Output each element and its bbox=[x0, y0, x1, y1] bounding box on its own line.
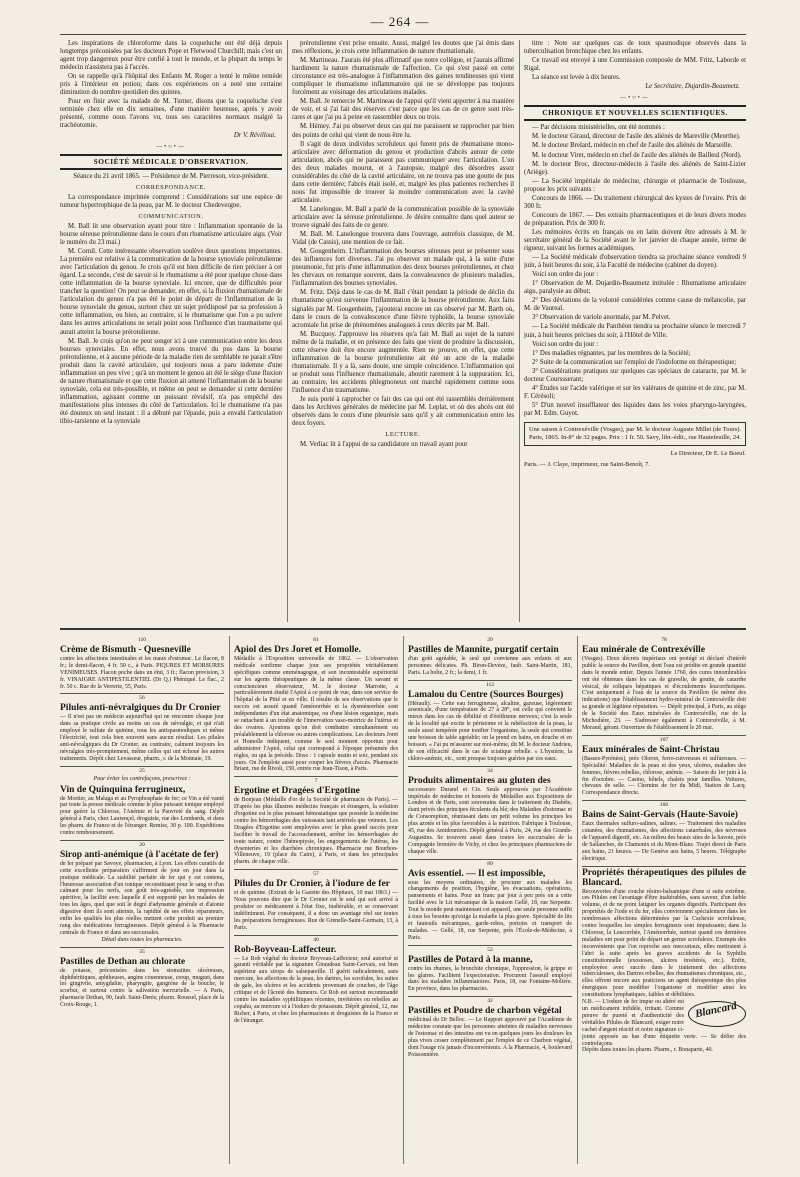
ad-text: sous les moyens ordinaires, de procurer aux malades les changements de position, l'hygiène, les évacuations, opérations, pansements et bains. Pour un franc par jour à peu près on a cette facilité avec le Lit mécanique de la maison Gellé, 18, rue Serpente. Tout le monde peut maintenant cet appareil, une seule personne suffit à tous les besoins qu'exige la maladie la plus grave. Spécialité de lits et fauteuils mécaniques, garde-robes, portoirs et transport de malades. — Gellé, 18, rue Serpente, près l'École-de-Médecine, à Paris. bbox=[408, 879, 572, 941]
ad-divider bbox=[408, 945, 572, 946]
column-divider bbox=[287, 40, 288, 622]
paragraph: Il s'agit de deux individus scrofuleux qui furent pris de rhumatisme mono-articulaire avec déformation du genou et production d'abcès autour de cette articulation, abcès qui ne paraissent pas communiquer avec l'articulation. L'un des deux malades mourut, et à l'autopsie, malgré des désordres assez considérables du côté de la cavité articulaire, on ne trouva pas une goutte de pus dans cette dernière; l'abcès était isolé, et, malgré les plus patientes recherches il nous fut impossible de trouver la moindre communication avec la cavité articulaire. bbox=[292, 140, 514, 204]
article-column-2 bbox=[292, 40, 514, 622]
ad-divider bbox=[408, 996, 572, 997]
paragraph: 5° D'un nouvel insufflateur des liquides dans les voies pharyngo-laryngées, par M. Edm. Guyot. bbox=[524, 401, 746, 417]
paragraph: On se rappelle qu'à l'hôpital des Enfants M. Roger a tenté le même remède pris à l'intérieur en potion; dans ces expériences on a noté une certaine diminution du nombre quotidien des quintes. bbox=[60, 73, 282, 97]
ad-title: Pastilles et Poudre de charbon végétal bbox=[408, 1006, 562, 1017]
printer-line: Paris. — J. Claye, imprimeur, rue Saint-Benoît, 7. bbox=[524, 460, 650, 468]
ad-divider bbox=[582, 800, 746, 801]
paragraph: — La Société impériale de médecine, chirurgie et pharmacie de Toulouse, propose les prix suivants : bbox=[524, 177, 746, 193]
subsection-title: LECTURE. bbox=[385, 431, 421, 439]
article-column-1 bbox=[60, 40, 282, 622]
ad-column-2 bbox=[234, 636, 398, 1164]
book-notice: Une saison à Contrexéville (Vosges), par M. le docteur Auguste Millet (de Tours). Paris, 1865. In-8° de 32 pages. Prix : 1 fr. 50. Savy, libr.-édit., rue Hautefeuille, 24. bbox=[524, 422, 746, 446]
paragraph: 1° Des maladies régnantes, par les membres de la Société; bbox=[532, 349, 691, 357]
ad-title: Eaux minérales de Saint-Christau bbox=[582, 744, 720, 755]
ad-title: Lamalou du Centre (Sources Bourges) bbox=[408, 689, 564, 700]
ad-title: Bains de Saint-Gervais (Haute-Savoie) bbox=[582, 810, 738, 821]
ad-title: Pastilles de Mannite, purgatif certain bbox=[408, 644, 559, 655]
ad-number: 35 bbox=[139, 948, 145, 955]
ad-title: Pastilles de Dethan au chlorate bbox=[60, 956, 186, 967]
section-title: SOCIÉTÉ MÉDICALE D'OBSERVATION. bbox=[60, 154, 282, 170]
author-signature: Dr V. Révillout. bbox=[233, 131, 276, 139]
ornament-divider: —•○•— bbox=[620, 95, 650, 102]
ad-text: (Basses-Pyrénées), près Oloron, ferro-cuivreuses et sulfureuses. — Spécialité: Maladies de la peau et des yeux, ulcères, maladies des femmes, fièvres rebelles, chlorose, anémie. — Saison du 1er juin à la fin d'octobre. — Casino, hôtels, chalets pour familles. Voitures, chevaux de selle. — Chemins de fer du Midi, Station de Lacq. Correspondance directe. bbox=[582, 755, 746, 797]
ad-divider bbox=[408, 859, 572, 860]
paragraph: Les mémoires écrits en français ou en latin doivent être adressés à M. le secrétaire général de la Société avant le 1er janvier de chaque année, terme de rigueur, suivant les formes académiques. bbox=[524, 228, 746, 253]
ad-number: 107 bbox=[659, 736, 669, 743]
ad-number: 52 bbox=[487, 946, 493, 953]
ad-text: Recouvertes d'une couche résino-balsamique d'une si suite extrême, ces Pilules ont l'avantage d'être inaltérables, sans saveur, d'un faible volume, et de ne point fatiguer les organes digestifs. Participant des propriétés de l'iode et du fer, elles conviennent spécialement dans les nombreuses affections déterminées par la Cachexie scrofuleuse, contre lesquelles les simples ferrugineux sont impuissants; dans la Chlorose, la Leucorrhée, l'Aménorrhée, surtout quand ces dernières maladies ont pour point de départ un germe scrofuleux. Exempts des inconvénients que l'on reproche aux mercuriaux, elles mettraient à l'abri la suite après les graves accidents de la Syphilis constitutionnelle (exostoses, ulcères invétérés, etc.). Enfin, employées avec succès dans le traitement des affections tuberculeuses, des Dartres rebelles, des rhumatismes chroniques, etc., elles offrent encore aux praticiens un agent thérapeutique des plus énergiques pour modifier l'organisme et modifier ainsi les constitutions lymphatiques, faibles et débilitées. bbox=[582, 888, 746, 999]
paragraph: M. le docteur Giraud, directeur de l'asile des aliénés de Mareville (Meurthe). bbox=[532, 133, 741, 141]
paragraph: prérotulienne s'est prise ensuite. Aussi, malgré les doutes que j'ai émis dans mes réflexions, je crois cette inflammation de nature rhumatismale. bbox=[292, 40, 514, 56]
ad-note: Détail dans toutes les pharmacies. bbox=[101, 936, 183, 943]
ad-text: de potasse, préconisées dans les stomatites ulcéreuses, diphthéritiques, aphtheuses, angine couenneuse, croup, muguet, dans les gingivite, amygdalite, pharyngite, gangrène de la bouche, le scorbut, et surtout contre la salivation mercurielle. — A Paris, pharmacie Dethan, 90, faub. Saint-Denis; pharm. Roussel, place de la Croix-Rouge, 1. bbox=[60, 967, 224, 1009]
advertisement-rule bbox=[60, 628, 746, 630]
paragraph: M. Lanelongue. M. Ball a parlé de la communication possible de la synoviale articulaire avec la séreuse prérotulienne. Je désire connaître dans quel auteur se trouve signalé des faits de ce genre. bbox=[292, 205, 514, 230]
paragraph: — La Société médicale du Panthéon tiendra sa prochaine séance le mercredi 7 juin, à huit heures précises du soir, à l'Hôtel de Ville. bbox=[524, 323, 746, 339]
paragraph: M. Martineau. J'aurais été plus affirmatif que notre collègue, et j'aurais affirmé hardiment la nature rhumatismale de l'affection. Ce qui s'est passé en cette circonstance est très-analogue à l'inflammation des gaines tendineuses qui vient compliquer le rhumatisme inflammatoire qui ne se développe pas toujours forcément au voisinage des articulations malades. bbox=[292, 57, 514, 97]
column-divider bbox=[403, 636, 404, 1164]
section-title: CHRONIQUE ET NOUVELLES SCIENTIFIQUES. bbox=[524, 105, 746, 121]
ad-number: 34 bbox=[487, 767, 493, 774]
paragraph: Les inspirations de chloroforme dans la coqueluche ont été déjà depuis longtemps préconisées par les docteurs Pope et Fletwood Churchill; mais c'est un agent trop dangereux pour être confié à tout le monde, et la plupart du temps le médecin n'assistera pas à l'accès. bbox=[60, 40, 282, 72]
ad-text: d'un goût agréable, le seul qui convienne aux enfants et aux personnes délicates. Ph. Biron-Devèze, faub. Saint-Martin, 181, Paris. La boîte, 2 fr.; la demi, 1 fr. bbox=[408, 655, 572, 676]
paragraph: Pour en finir avec la malade de M. Turner, disons que la coqueluche s'est terminée chez elle en dix semaines, d'une manière heureuse, après y avoir présenté, comme nous l'avons vu, tous ses caractères normaux malgré la trachéotomie. bbox=[60, 98, 282, 130]
paragraph: Voici son ordre du jour : bbox=[532, 271, 599, 279]
ad-divider bbox=[234, 869, 398, 870]
ad-number: 78 bbox=[661, 637, 667, 643]
column-divider bbox=[229, 636, 230, 1164]
ad-title: Produits alimentaires au gluten des bbox=[408, 775, 551, 786]
article-column-3 bbox=[524, 40, 746, 622]
column-divider bbox=[577, 636, 578, 1164]
stamp-signature: Blancard bbox=[694, 999, 738, 1021]
ad-text: successeurs Durand et Cie. Seuls approuvés par l'Académie impériale de médecine et honorés de Médailles aux Expositions de Londres et de Paris, sont souverains dans le traitement du Diabète, étant privés des principes féculents du blé; des Maladies d'estomac et de Consomption, réunissant dans un petit volume les principes les plus azotés et les plus favorables à la nutrition. Fabrique à Toulouse, 45, rue des Amidonniers. Dépôt général à Paris, 24, rue des Grands-Augustins. Se trouvent aussi dans toutes les succursales de la Compagnie fermière de Vichy, et chez les principaux pharmaciens de chaque ville. bbox=[408, 786, 572, 855]
subsection-title: CORRESPONDANCE. bbox=[135, 183, 207, 191]
ad-divider bbox=[582, 866, 746, 867]
ad-divider bbox=[60, 947, 224, 948]
ad-text: Médaille à l'Exposition universelle de 1862. — L'observation médicale confirme chaque jour ses propriétés véritablement spécifiques comme emménagogue, et son incontestable supériorité sur les agents thérapeutiques de la même classe. Un savant et consciencieux observateur, M. le docteur Marrotte, a particulièrement étudié l'Apiol à ce point de vue, dans son service de l'hôpital de la Pitié et en ville. Il résulte de ses observations que le succès est assuré quand l'aménorrhée et la dysménorrhée sont indépendantes d'un état anatomique, ou d'une lésion organique, mais se rattachent à un trouble de l'innervation vaso-motrice de l'utérus et des ovaires. Ajoutons qu'on doit combattre simultanément ou préalablement la chlorose ou autres complications. Les docteurs Joret et Homolle indiquent, comme le seul moment opportun pour administrer l'Apiol, celui qui correspond à l'époque présumée des règles, ou qui la précède. Dose : 1 capsule matin et soir, pendant six jours. On l'emploie aussi pour couper les fièvres d'accès. Pharmacie Briant, rue de Rivoli, 150, entrée rue Jean-Tison, à Paris. bbox=[234, 655, 398, 773]
paragraph: M. Ball. Je crois qu'on ne peut songer ici à une communication entre les deux bourses synoviales. En effet, nous avons trouvé du pus dans la bourse prérotulienne, et à aucune période de la maladie rien de semblable ne parait s'être produit dans la cavité articulaire, qui toujours nous a paru indemne d'une inflammation un peu vive ; qu'à un moment le genou ait été le siège d'une fluxion de nature rhumatismale et que cette fluxion ait amené l'inflammation de la bourse synoviale, cela est très-possible, et même on peut se demander si cette dernière inflammation, agissant comme un puissant révulsif, n'a pas empêché des manifestations plus intenses du côté de l'articulation. Ici le rhumatisme n'a pas été douteux un seul instant : il a débuté par l'épaule, puis a envahi l'articulation tibio-tarsienne et la synoviale bbox=[60, 337, 282, 426]
ad-number: 20 bbox=[139, 841, 145, 848]
ad-title: Crème de Bismuth - Quesneville bbox=[60, 644, 191, 655]
paragraph: Concours de 1866. — Du traitement chirurgical des kystes de l'ovaire. Prix de 300 fr. bbox=[524, 194, 746, 210]
ad-number: 106 bbox=[659, 802, 669, 809]
ad-number: 81 bbox=[313, 637, 319, 643]
ad-number: 112 bbox=[485, 681, 495, 688]
article-area bbox=[60, 40, 746, 622]
ad-text: (Hérault). — Cette eau ferrugineuse, alcaline, gazeuse, légèrement arsenicale, d'une température de 27 à 28°, est celle qui convient le mieux dans les cas de débilité et d'éréthisme nerveux; c'est la seule de la localité qui excite le péristome et la rubéfaction de la peau, la seule aussi tempérée pour tonifier l'organisme, la seule qui constitue une boisson de table agréable; on la prend en bains, en douche et en boisson. « J'ai pu m'assurer sur moi-même, dit M. le docteur Andrieu, de son efficacité dans le cas de sciatique rebelle. » L'hystérie, la chloro-anémie, etc., sont presque toujours guéries par ces eaux. bbox=[408, 700, 572, 762]
paragraph: M. Gougenheim. L'inflammation des bourses séreuses peut se présenter sous des influences fort diverses. J'ai pu observer un malade qui, à la suite d'une pneumonie, fut pris d'une inflammation des deux bourses prérotuliennes, et chez les chevaux on remarque souvent, dans la convalescence de plusieurs maladies, l'inflammation des bourses synoviales. bbox=[292, 248, 514, 288]
ad-text: et de quinine. (Extrait de la Gazette des Hôpitaux, 10 mai 1863.) — Nous pouvons dire que le Dr Cronier est le seul qui soit arrivé à produire ce médicament à l'état fixe, inaltérable, et se conservant indéfiniment. Par conséquent, il a donc un avantage réel sur toutes les préparations ferrugineuses. Rue de Grenelle-Saint-Germain, 13, à Paris. bbox=[234, 890, 398, 931]
header-rule bbox=[60, 34, 746, 35]
ad-text: contre les rhumes, la bronchite chronique, l'oppression, la grippe et les glaires. Facilitent l'expectoration. Procurent l'asseuil employé dans les maladies inflammatoires. Paris, 18, rue Fontaine-Molière. En province, dans les pharmacies. bbox=[408, 965, 572, 993]
ad-title: Rob-Boyveau-Laffecteur. bbox=[234, 944, 337, 955]
ad-number: 56 bbox=[139, 695, 145, 702]
ad-text: de fer préparé par Savoye, pharmacien, à Lyon. Les effets curatifs de cette excellente préparation s'affirment de jour en jour dans la pratique médicale. La stabilité parfaite de fer qui y est contenu, l'heureuse association d'un tonique reconstituant pour le sang et d'un calmant pour les nerfs, son goût très-agréable, son impression apéritive, la facilité avec laquelle il est supporté par les malades de tous les âges, quel que soit le degré d'adynamie générale et d'atonie digestive dont ils sont atteints, la rapidité de ses effets réparateurs, enfin les qualités les plus réelles mettent cette produit au premier rang des médications ferrugineuses. Dépôt général à la Pharmacie centrale de France et dans ses succursales. bbox=[60, 860, 224, 936]
paragraph: M. Fritz. Déjà dans le cas de M. Ball c'était pendant la période de déclin du rhumatisme qu'est survenue l'inflammation de la bourse prérotulienne. Aux faits signalés par M. Gougenheim, j'ajouterai encore un cas observé par M. Barth où, dans le cours de la convalescence d'une fièvre typhoïde, la bourse synoviale acromiale fut prise de phénomènes analogues à ceux décrits par M. Ball. bbox=[292, 289, 514, 329]
director-line: Le Directeur, Dr E. Le Boeuf. bbox=[670, 449, 746, 457]
ad-number: 89 bbox=[487, 860, 493, 867]
ad-intro: Pour éviter les contrefaçons, prescrivez : bbox=[93, 775, 191, 782]
ad-text: Dépôts dans toutes les pharm. Pharm., r. Bonaparte, 40. bbox=[582, 1047, 713, 1054]
ad-title: Pastilles de Potard à la manne, bbox=[408, 954, 533, 965]
paragraph: 3° Considérations pratiques sur quelques cas spéciaux de cataracte, par M. le docteur Courssserant; bbox=[524, 367, 746, 383]
ad-title: Ergotine et Dragées d'Ergotine bbox=[234, 786, 360, 797]
ad-title: Avis essentiel. — Il est impossible, bbox=[408, 868, 546, 879]
paragraph: La correspondance imprimée comprend : Considérations sur une espèce de tumeur hypertrophique de la peau, par M. le docteur Chedevergne. bbox=[60, 193, 282, 209]
ad-title: Pilules anti-névralgiques du Dr Cronier bbox=[60, 703, 221, 714]
ad-title: Eau minérale de Contrexéville bbox=[582, 644, 706, 655]
ad-divider bbox=[582, 735, 746, 736]
ad-divider bbox=[60, 840, 224, 841]
page-number: — 264 — bbox=[370, 14, 430, 29]
paragraph: M. Ball. Je remercie M. Martineau de l'appui qu'il vient apporter à ma manière de voir, et si j'ai fait des réserves c'est parce que les cas de ce genre sont très-rares et que j'ai pu à peine en rassembler deux ou trois. bbox=[292, 98, 514, 122]
paragraph: M. Verliac lit à l'appui de sa candidature un travail ayant pour bbox=[300, 441, 468, 449]
paragraph: M. le docteur Broc, directeur-médecin à l'asile des aliénés de Saint-Lizier (Ariège). bbox=[524, 160, 746, 176]
ad-text: (Vosges). Deux décrets impériaux ont protégé et déclaré d'intérêt public la source du Pavillon, dont l'eau est prédite en grande quantité dans le monde entier. Depuis l'année 1760, des cures innombrables ont été obtenues dans les cas de gravelle, de goutte, de catarrhe vésical, de coliques hépatiques et d'écoulements leucorrhoïques. C'est uniquement à l'eau de la source du Pavillon (le même des indications) que l'établissement hydro-minéral de Contrexéville doit sa grande et légitime réputation. — Dépôt principal, à Paris, au siège de la Société des Eaux minérales de Contrexéville, rue de la Michodière, 23. — S'adresser également à Contrexéville, à M. Morand, gérant. Ouverture de l'établissement le 20 mai. bbox=[582, 655, 746, 731]
ad-divider bbox=[234, 935, 398, 936]
paragraph: M. le docteur Brelard, médecin en chef de l'asile des aliénés de Marseille. bbox=[532, 142, 733, 150]
ad-divider bbox=[60, 766, 224, 767]
ad-title: Sirop anti-anémique (à l'acétate de fer) bbox=[60, 849, 219, 860]
ad-divider bbox=[60, 693, 224, 694]
paragraph: 4° Études sur l'acide valérique et sur les valérates de quinine et de zinc, par M. F. Cérésoli; bbox=[524, 384, 746, 400]
ad-text: de Bonjean (Médaille d'or de la Société de pharmacie de Paris). — D'après les plus illustres médecins français et étrangers, la solution d'ergotine est le plus puissant hémostatique que possède la médecine contre les hémorrhagies des vaisseaux tant artériels que veineux. Les Dragées d'Ergotine sont employées avec le plus grand succès pour faciliter le travail de l'accouchement, arrêter les hémorrhagies de toute nature, contre l'hémoptysie, les engorgements de l'utérus, les dysenteries et les diarrhées chroniques. Pharmacie rue Bourbon-Villeneuve, 19 (place du Caire), à Paris, et dans les principales pharm. de chaque ville. bbox=[234, 797, 398, 866]
ad-text: contre les affections intestinales et les maux d'estomac. Le flacon, 8 fr.; le demi-flacon, 4 fr. 50 c., à Paris. PIQURES ET MORSURES VENIMEUSES. Flacon poche dans un étui, 3 fr.; flacon provision, 3 fr. VINAIGRE ANTIPESTILENTIEL (Dr Q.) Phéniqué. Le flac., 2 fr. 50 c. Rue de la Verrerie, 55, Paris. bbox=[60, 655, 224, 690]
ad-divider bbox=[408, 680, 572, 681]
paragraph: Voici son ordre du jour : bbox=[532, 340, 599, 348]
ad-number: 25 bbox=[139, 767, 145, 774]
ad-text: Eaux thermales sulfuro-salines, salines. — Traitement des maladies cutanées, des rhumatismes, des affections catarrhales, des névroses de l'appareil digestif, etc. Au milieu des beaux sites de la Savoie, près de Sallanches, de Chamonix et du Mont-Blanc. Trajet direct de Paris aux bains, 21 heures. — De Genève aux bains, 5 heures. Télégraphe électrique. bbox=[582, 821, 746, 862]
session-info: Séance du 21 avril 1865. — Présidence de M. Pierreson, vice-président. bbox=[73, 172, 269, 180]
paragraph: — La Société médicale d'observation tiendra sa prochaine séance vendredi 9 juin, à huit heures du soir, à la Faculté de médecine (cabinet du doyen). bbox=[524, 254, 746, 270]
paragraph: — Par décisions ministérielles, ont été nommés : bbox=[532, 124, 665, 132]
paragraph: M. Cornil. Cette intéressante observation soulève deux questions importantes. La première est relative à la communication de la bourse synoviale prérotulienne avec l'articulation du genou. Je crois qu'il est bien difficile de rien préciser à cet égard. La seconde, c'est de savoir si le rhumatisme a été pour quelque chose dans cette inflammation de la bourse synoviale. Ici encore, que de difficultés pour trancher la question! On peut se demander, en effet, si la fluxion rhumatismale de l'articulation du genou n'a pas été le point de départ de l'inflammation de la bourse synoviale du genou, surtout chez un sujet prédisposé par sa profession à cette inflammation, ou bien, au contraire, si le rhumatisme que l'on a pu suivre dans les autres articulations ne serait point sous l'influence d'un traumatisme qui aurait atteint la bourse prérotulienne. bbox=[60, 248, 282, 336]
ad-number: 7 bbox=[314, 778, 318, 785]
paragraph: M. Ball lit une observation ayant pour titre : Inflammation spontanée de la bourse séreuse prérotulienne dans le cours d'un rhumatisme articulaire aigu. (Voir le numéro du 23 mai.) bbox=[60, 222, 282, 246]
paragraph: Je suis porté à rapprocher ce fait des cas qui ont été rassemblés dernièrement dans les Archives générales de médecine par M. Leplat, et où des abcès ont été observés dans le cours d'une pleurésie sans qu'il y ait communication entre les deux foyers. bbox=[292, 396, 514, 428]
paragraph: M. Hémey. J'ai pu observer deux cas qui me paraissent se rapprocher par bien des points de celui qui vient de nous être lu. bbox=[292, 123, 514, 139]
paragraph: 3° Observation de variole anormale, par M. Pelvet. bbox=[532, 314, 671, 322]
ad-text: N.B. — L'iodure de fer impur ou altéré est un médicament infidèle, irritant. Comme preuve de pureté et d'authenticité des véritables Pilules de Blancard, exiger notre cachet d'argent réactif et notre signature ci-jointe apposée au bas d'une étiquette verte. — Se défier des contrefaçons. bbox=[582, 999, 746, 1047]
ad-text: — Il n'est pas un médecin aujourd'hui qui ne rencontre chaque jour dans sa pratique civile au moins un cas de névralgie, et qui n'ait employé le sulfate de quinine, tous les antispasmodiques et même l'électricité, tout cela bien souvent sans aucun résultat. Les pilules anti-névralgiques du Dr Cronier, au contraire, calment toujours les névralgies très-promptement, même celles qui ont échoué les autres traitements. Dépôt chez Levasseur, pharm., r. de la Monnaie, 19. bbox=[60, 714, 224, 762]
ad-divider bbox=[234, 776, 398, 777]
ad-title: Vin de Quinquina ferrugineux, bbox=[60, 784, 186, 795]
ad-column-1 bbox=[60, 636, 224, 1164]
ad-number: 40 bbox=[313, 936, 319, 943]
subsection-title: COMMUNICATION. bbox=[138, 212, 204, 220]
secretary-signature: Le Secrétaire, Dujardin-Beaumetz. bbox=[645, 83, 740, 91]
signature-stamp bbox=[688, 1001, 746, 1027]
ad-number: 42 bbox=[487, 998, 493, 1005]
column-divider bbox=[519, 40, 520, 622]
paragraph: 2° Suite de la communication sur l'emploi de l'iodoforme en thérapeutique; bbox=[532, 358, 737, 366]
paragraph: Concours de 1867. — Des extraits pharmaceutiques et de leurs divers modes de préparation. Prix de 300 fr. bbox=[524, 211, 746, 227]
paragraph: M. Ball. M. Lanelongue trouvera dans l'ouvrage, autrefois classique, de M. Vidal (de Cassis), une mention de ce fait. bbox=[292, 231, 514, 247]
ad-number: 110 bbox=[137, 637, 147, 643]
ad-number: 57 bbox=[313, 871, 319, 878]
ad-title: Apiol des Drs Joret et Homolle. bbox=[234, 644, 361, 655]
paragraph: 2° Des déviations de la volonté considérées comme cause de mélancolie, par M. de Vaureal. bbox=[524, 297, 746, 313]
paragraph: titre : Note sur quelques cas de toux spasmodique observés dans la tuberculisation bronchique chez les enfants. bbox=[524, 40, 746, 56]
ornament-divider: —•○•— bbox=[156, 143, 186, 150]
ad-text: de Mortier, au Malaga et au Pyrophosphate de fer; ce Vin a été vanté par toute la presse médicale comme le plus puissant tonique employé pour guérir la Chlorose, l'Anémie et la Pauvreté du sang. Dépôt général à Paris, chez Laurençel, droguiste, rue des Lombards, et dans les pharm. de France et de l'étranger. Remise, 30 p. 100. Expéditions contre remboursement. bbox=[60, 795, 224, 837]
ad-number: 39 bbox=[487, 637, 493, 643]
ad-divider bbox=[408, 766, 572, 767]
paragraph: Ce travail est envoyé à une Commission composée de MM. Fritz, Laborde et Rigal. bbox=[524, 57, 746, 73]
ad-title: Pilules du Dr Cronier, à l'iodure de fer bbox=[234, 879, 390, 890]
paragraph: 1° Observation de M. Dujardin-Beaumetz intitulée : Rhumatisme articulaire aigu, paralysie au début; bbox=[524, 280, 746, 296]
ad-title: Propriétés thérapeutiques des pilules de Blancard. bbox=[582, 867, 746, 888]
paragraph: M. le docteur Viret, médecin en chef de l'asile des aliénés de Bailleul (Nord). bbox=[532, 151, 742, 159]
ad-text: — Le Rob végétal du docteur Boyveau-Laffecteur, seul autorisé et garanti véritable par la signature Giraudeau Saint-Gervais, est bien supérieur aux sirops de salsepareille. Il guérit radicalement, sans mercure, les affections de la peau, les dartres, les scrofules, les suites de gale, les ulcères et les accidents provenant de couches, de l'âge critique et de l'âcreté des humeurs. Ce Rob est surtout recommandé contre les maladies syphilitiques récentes, invétérées ou rebelles au copahu, au mercure et à l'iodure de potassium. Dépôt général, 12, rue Richer, à Paris, et chez les pharmaciens et droguistes de la France et de l'étranger. bbox=[234, 955, 398, 1024]
ad-column-4 bbox=[582, 636, 746, 1164]
paragraph: La séance est levée à dix heures. bbox=[532, 74, 621, 82]
ad-column-3 bbox=[408, 636, 572, 1164]
ad-text: médicinal du Dr Belloc. — Le Rapport approuvé par l'Académie de médecine constate que les personnes atteintes de maladies nerveuses de l'estomac et des intestins ont vu en quelques jours les douleurs les plus vives cesser complètement par l'emploi de ce Charbon végétal, dont l'usage n'a jamais d'inconvénients. A la Pharmacie, 4, boulevard Poissonnière. bbox=[408, 1017, 572, 1058]
paragraph: M. Bucquoy. J'approuve les réserves qu'a fait M. Ball au sujet de la nature même de la maladie, et en présence des faits que vient de produire la discussion, cette réserve doit être encore augmentée. Rien ne prouve, en effet, que cette inflammation de la bourse prérotulienne ait été un acte de la maladie rhumatismale. Il y a là, sans doute, une simple coïncidence. L'inflammation qui se produit sous l'influence rhumatismale, aboutit rarement à la suppuration. Ici, au contraire, les accidents phlegmoneux ont marché rapidement comme sous l'influence d'un traumatisme. bbox=[292, 330, 514, 394]
